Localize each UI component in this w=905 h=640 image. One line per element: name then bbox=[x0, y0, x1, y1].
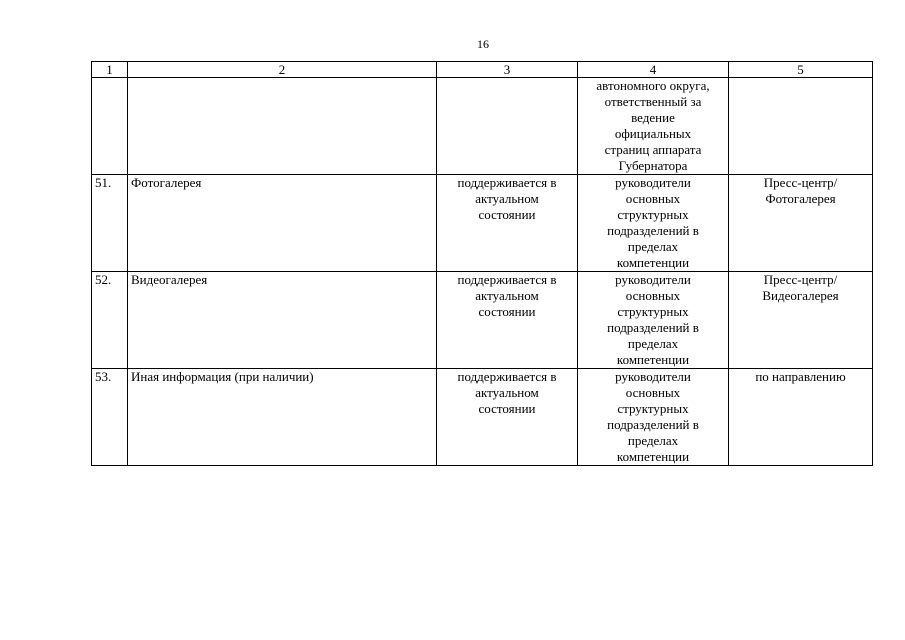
row-status-line: поддерживается в bbox=[457, 369, 557, 384]
row-responsible-line: руководители bbox=[615, 369, 691, 384]
row-responsible-line: компетенции bbox=[616, 255, 690, 270]
row-number: 51. bbox=[92, 175, 128, 272]
row-status bbox=[437, 175, 578, 272]
row-placement-line: Пресс-центр/ bbox=[763, 272, 838, 287]
row-status-line: состоянии bbox=[478, 304, 536, 319]
table-row bbox=[92, 369, 873, 466]
row-placement bbox=[729, 78, 873, 175]
column-header-2: 2 bbox=[128, 62, 437, 78]
row-responsible-line: структурных bbox=[617, 401, 689, 416]
row-placement-line: Пресс-центр/ bbox=[763, 175, 838, 190]
row-responsible-line: основных bbox=[625, 288, 681, 303]
row-responsible bbox=[578, 369, 729, 466]
table-row bbox=[92, 78, 873, 175]
column-header-3: 3 bbox=[437, 62, 578, 78]
row-responsible-line: пределах bbox=[627, 239, 679, 254]
row-responsible-line: автономного округа, bbox=[596, 78, 710, 93]
row-name: Иная информация (при наличии) bbox=[128, 369, 437, 466]
row-status bbox=[437, 78, 578, 175]
row-number bbox=[92, 78, 128, 175]
row-responsible-line: основных bbox=[625, 191, 681, 206]
row-name: Фотогалерея bbox=[128, 175, 437, 272]
row-status bbox=[437, 272, 578, 369]
row-responsible-line: Губернатора bbox=[618, 158, 688, 173]
table-row bbox=[92, 175, 873, 272]
row-responsible-line: подразделений в bbox=[607, 417, 699, 432]
row-responsible-line: основных bbox=[625, 385, 681, 400]
row-placement-line: Видеогалерея bbox=[762, 288, 839, 303]
document-table bbox=[91, 61, 873, 466]
row-responsible-line: компетенции bbox=[616, 352, 690, 367]
table-header-row bbox=[92, 62, 873, 78]
row-responsible-line: подразделений в bbox=[607, 223, 699, 238]
row-responsible bbox=[578, 175, 729, 272]
row-number: 53. bbox=[92, 369, 128, 466]
row-status-line: актуальном bbox=[475, 288, 539, 303]
row-responsible-line: официальных bbox=[614, 126, 692, 141]
row-placement-line: Фотогалерея bbox=[765, 191, 836, 206]
row-responsible-line: компетенции bbox=[616, 449, 690, 464]
row-status-line: состоянии bbox=[478, 401, 536, 416]
row-placement bbox=[729, 369, 873, 466]
row-responsible bbox=[578, 78, 729, 175]
row-status bbox=[437, 369, 578, 466]
row-status-line: актуальном bbox=[475, 191, 539, 206]
row-responsible-line: руководители bbox=[615, 175, 691, 190]
column-header-1: 1 bbox=[92, 62, 128, 78]
row-status-line: поддерживается в bbox=[457, 272, 557, 287]
row-responsible-line: ответственный за bbox=[604, 94, 702, 109]
row-placement bbox=[729, 175, 873, 272]
row-responsible-line: ведение bbox=[631, 110, 675, 125]
column-header-4: 4 bbox=[578, 62, 729, 78]
column-header-5: 5 bbox=[729, 62, 873, 78]
table-row bbox=[92, 272, 873, 369]
row-responsible-line: пределах bbox=[627, 336, 679, 351]
row-name bbox=[128, 78, 437, 175]
row-status-line: актуальном bbox=[475, 385, 539, 400]
row-placement-line: по направлению bbox=[755, 369, 846, 384]
row-responsible-line: пределах bbox=[627, 433, 679, 448]
row-responsible-line: страниц аппарата bbox=[604, 142, 702, 157]
row-responsible-line: структурных bbox=[617, 304, 689, 319]
row-placement bbox=[729, 272, 873, 369]
row-responsible-line: подразделений в bbox=[607, 320, 699, 335]
row-responsible bbox=[578, 272, 729, 369]
row-status-line: состоянии bbox=[478, 207, 536, 222]
row-name: Видеогалерея bbox=[128, 272, 437, 369]
row-number: 52. bbox=[92, 272, 128, 369]
row-responsible-line: руководители bbox=[615, 272, 691, 287]
page-number: 16 bbox=[477, 37, 489, 51]
row-responsible-line: структурных bbox=[617, 207, 689, 222]
row-status-line: поддерживается в bbox=[457, 175, 557, 190]
